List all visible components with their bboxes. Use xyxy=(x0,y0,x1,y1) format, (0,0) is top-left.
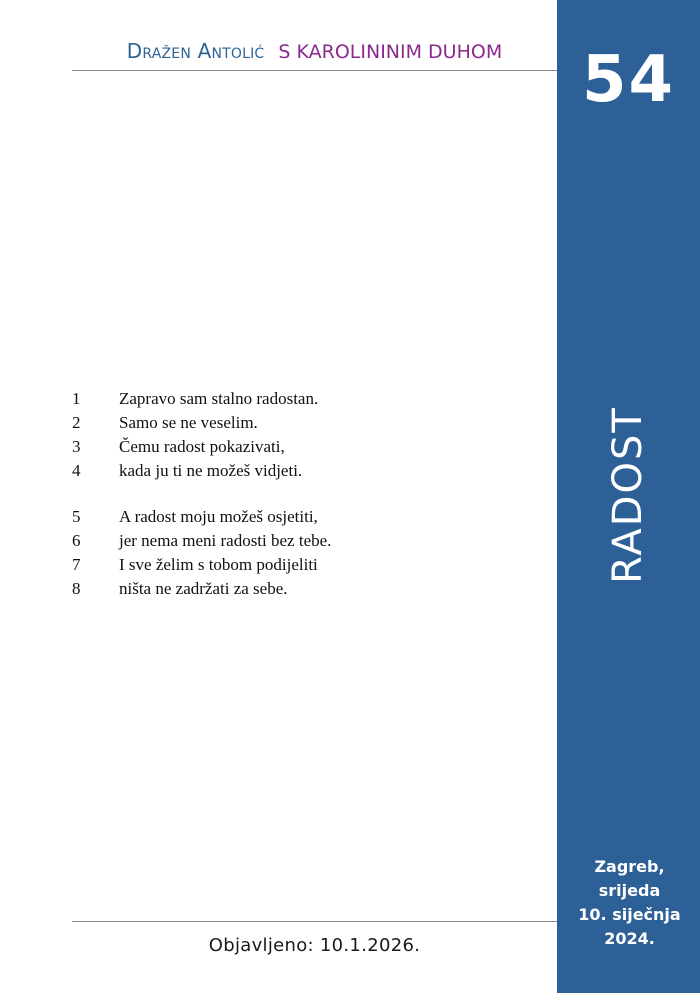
line-number: 5 xyxy=(72,507,81,526)
place-date-line: 2024. xyxy=(604,929,655,948)
line-text: kada ju ti ne možeš vidjeti. xyxy=(119,461,303,480)
line-text: I sve želim s tobom podijeliti xyxy=(119,555,318,574)
line-number: 7 xyxy=(72,555,81,574)
line-number: 4 xyxy=(72,461,81,480)
stanza-1 xyxy=(72,387,331,483)
issue-number: 54 xyxy=(581,43,676,117)
place-date-line: 10. siječnja xyxy=(578,905,681,924)
stanza-2 xyxy=(72,505,331,601)
poem-line xyxy=(72,577,331,601)
published-date: Objavljeno: 10.1.2026. xyxy=(208,935,421,956)
series-title: S KAROLININIM DUHOM xyxy=(278,41,503,63)
author-name: Dražen Antolić xyxy=(126,39,265,63)
footer-divider xyxy=(72,921,557,922)
line-number: 1 xyxy=(72,389,81,408)
line-number: 8 xyxy=(72,579,81,598)
poem-line xyxy=(72,553,331,577)
place-date-line: srijeda xyxy=(598,881,661,900)
poem-line xyxy=(72,529,331,553)
line-text: A radost moju možeš osjetiti, xyxy=(119,507,318,526)
place-date xyxy=(557,855,700,951)
poem-line xyxy=(72,411,331,435)
line-text: Samo se ne veselim. xyxy=(119,413,258,432)
line-number: 2 xyxy=(72,413,81,432)
stanza-gap xyxy=(72,483,331,505)
line-text: Čemu radost pokazivati, xyxy=(119,437,285,456)
poem-line xyxy=(72,435,331,459)
line-text: ništa ne zadržati za sebe. xyxy=(119,579,288,598)
poem-line xyxy=(72,387,331,411)
line-number: 6 xyxy=(72,531,81,550)
line-text: jer nema meni radosti bez tebe. xyxy=(119,531,332,550)
header-divider xyxy=(72,70,557,71)
poem-title: RADOST xyxy=(605,406,651,584)
sidebar-band xyxy=(557,0,700,993)
poem xyxy=(72,387,331,601)
line-number: 3 xyxy=(72,437,81,456)
place-date-line: Zagreb, xyxy=(594,857,665,876)
line-text: Zapravo sam stalno radostan. xyxy=(119,389,319,408)
poem-line xyxy=(72,505,331,529)
poem-line xyxy=(72,459,331,483)
page-header xyxy=(72,38,557,70)
